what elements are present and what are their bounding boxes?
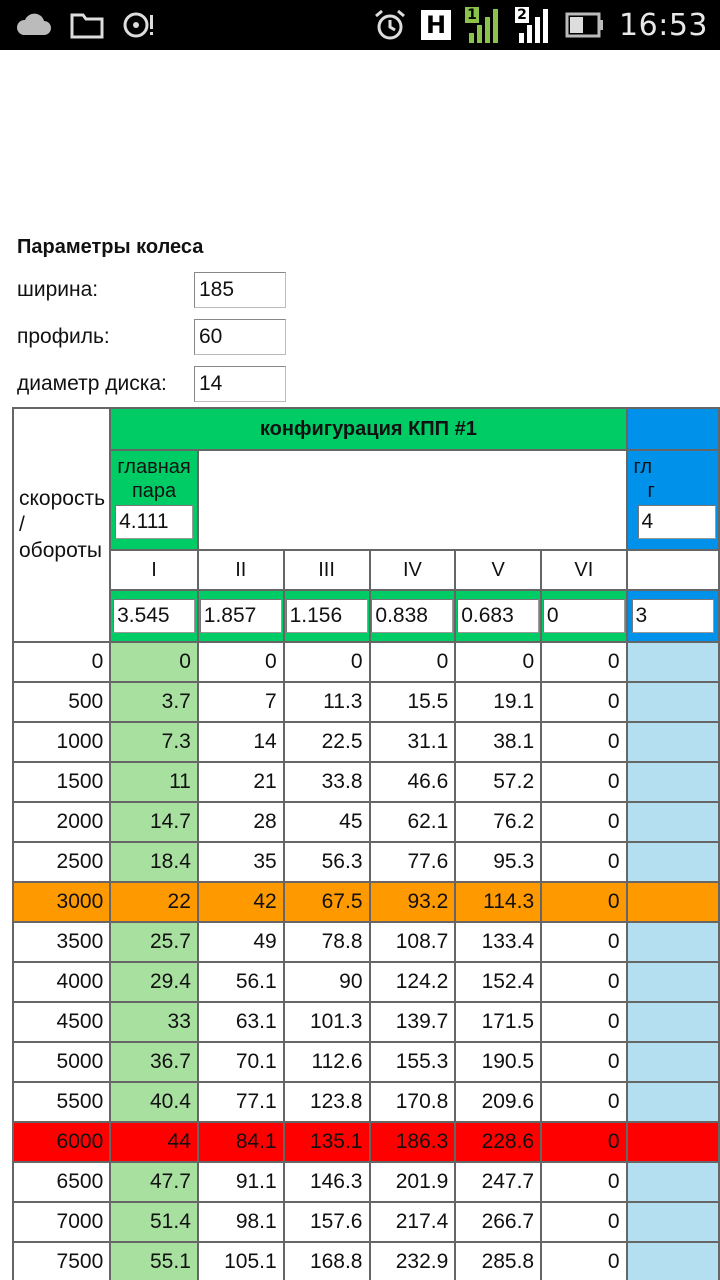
width-label: ширина: [17,278,99,301]
speed-cell-gear-5: 247.7 [456,1163,540,1201]
config1-blank [199,451,626,549]
speed-cell-gear-2: 63.1 [199,1003,283,1041]
speed-cell-gear-3: 22.5 [285,723,369,761]
gear-ratio-cell-6 [542,591,625,641]
table-row [14,763,718,801]
speed-cell-gear-3: 67.5 [285,883,369,921]
table-row [14,723,718,761]
speed-cell-gear-2: 35 [199,843,283,881]
speed-cell-gear-2: 21 [199,763,283,801]
rpm-cell: 1500 [14,763,109,801]
speed-cell-gear-3: 56.3 [285,843,369,881]
sim2-badge: 2 [515,7,529,23]
speed-cell-gear-3: 168.8 [285,1243,369,1280]
gear-ratio-cell-4 [371,591,455,641]
speed-cell-gear-6: 0 [542,963,625,1001]
speed-rpm-header: скорость / обороты [14,409,109,641]
table-row [14,683,718,721]
gear-ratio-input-4[interactable]: 0.838 [371,599,453,633]
config1-title: конфигурация КПП #1 [111,409,625,449]
config2-gear-label [628,551,718,589]
rpm-cell: 1000 [14,723,109,761]
speed-cell-gear-4: 201.9 [371,1163,455,1201]
gear-label-2: II [199,551,283,589]
speed-cell-gear-5: 133.4 [456,923,540,961]
speed-cell-gear-1: 33 [111,1003,197,1041]
rpm-cell: 4000 [14,963,109,1001]
gear-ratio-cell-1 [111,591,197,641]
speed-cell-gear-3: 101.3 [285,1003,369,1041]
speed-cell-gear-4: 15.5 [371,683,455,721]
speed-cell-gear-3: 112.6 [285,1043,369,1081]
clock: 16:53 [619,7,708,43]
config2-speed-cell [628,963,718,1001]
config2-ratio-input[interactable]: 3 [632,599,714,633]
speed-cell-gear-1: 22 [111,883,197,921]
speed-cell-gear-4: 232.9 [371,1243,455,1280]
rpm-cell: 3500 [14,923,109,961]
table-row [14,1203,718,1241]
config2-speed-cell [628,643,718,681]
speed-cell-gear-3: 78.8 [285,923,369,961]
gear-label-1: I [111,551,197,589]
table-row [14,963,718,1001]
wheel-params-title: Параметры колеса [17,236,204,258]
table-row [14,1123,718,1161]
gear-ratio-cell-5 [456,591,540,641]
speed-cell-gear-6: 0 [542,723,625,761]
speed-cell-gear-1: 14.7 [111,803,197,841]
speed-cell-gear-5: 0 [456,643,540,681]
table-row [14,1083,718,1121]
rpm-cell: 5000 [14,1043,109,1081]
speed-cell-gear-6: 0 [542,1043,625,1081]
speed-cell-gear-3: 90 [285,963,369,1001]
main-pair-input[interactable]: 4.111 [115,505,193,539]
config2-speed-cell [628,1003,718,1041]
speed-cell-gear-6: 0 [542,1203,625,1241]
speed-cell-gear-1: 51.4 [111,1203,197,1241]
speed-cell-gear-5: 76.2 [456,803,540,841]
config2-speed-cell [628,1123,718,1161]
rpm-cell: 4500 [14,1003,109,1041]
width-input[interactable]: 185 [194,272,286,308]
config2-speed-cell [628,763,718,801]
diameter-label: диаметр диска: [17,372,167,395]
table-row [14,923,718,961]
speed-cell-gear-6: 0 [542,683,625,721]
rpm-cell: 3000 [14,883,109,921]
speed-cell-gear-5: 95.3 [456,843,540,881]
speed-cell-gear-4: 108.7 [371,923,455,961]
speed-cell-gear-1: 7.3 [111,723,197,761]
speed-cell-gear-4: 170.8 [371,1083,455,1121]
profile-input[interactable]: 60 [194,319,286,355]
speed-cell-gear-1: 40.4 [111,1083,197,1121]
config2-title [628,409,718,449]
config2-speed-cell [628,1243,718,1280]
config2-main-pair-cell: гл г 4 [628,451,718,549]
rpm-cell: 6000 [14,1123,109,1161]
speed-cell-gear-1: 18.4 [111,843,197,881]
speed-cell-gear-6: 0 [542,763,625,801]
gear-ratio-cell-2 [199,591,283,641]
sim1-badge: 1 [465,7,479,23]
config2-speed-cell [628,883,718,921]
gear-label-4: IV [371,551,455,589]
speed-cell-gear-1: 44 [111,1123,197,1161]
speed-cell-gear-6: 0 [542,803,625,841]
speed-cell-gear-2: 14 [199,723,283,761]
speed-cell-gear-5: 152.4 [456,963,540,1001]
speed-cell-gear-2: 91.1 [199,1163,283,1201]
table-row [14,1243,718,1280]
config2-speed-cell [628,1083,718,1121]
speed-cell-gear-3: 0 [285,643,369,681]
speed-cell-gear-1: 11 [111,763,197,801]
speed-cell-gear-6: 0 [542,1243,625,1280]
table-row [14,1003,718,1041]
speed-cell-gear-3: 45 [285,803,369,841]
speed-cell-gear-5: 285.8 [456,1243,540,1280]
speed-cell-gear-2: 0 [199,643,283,681]
table-row [14,883,718,921]
config2-ratio-cell [628,591,718,641]
table-row [14,843,718,881]
speed-cell-gear-2: 7 [199,683,283,721]
speed-cell-gear-4: 62.1 [371,803,455,841]
speed-cell-gear-4: 31.1 [371,723,455,761]
speed-cell-gear-2: 56.1 [199,963,283,1001]
diameter-input[interactable]: 14 [194,366,286,402]
speed-cell-gear-3: 11.3 [285,683,369,721]
rpm-cell: 6500 [14,1163,109,1201]
rpm-cell: 2000 [14,803,109,841]
config2-main-pair-input[interactable]: 4 [638,505,716,539]
profile-label: профиль: [17,325,110,348]
speed-cell-gear-5: 190.5 [456,1043,540,1081]
gear-ratio-input-2[interactable]: 1.857 [200,599,282,633]
gear-ratio-input-6[interactable]: 0 [543,599,625,633]
speed-cell-gear-4: 93.2 [371,883,455,921]
config2-speed-cell [628,923,718,961]
speed-cell-gear-4: 77.6 [371,843,455,881]
speed-cell-gear-6: 0 [542,1083,625,1121]
config2-speed-cell [628,803,718,841]
rpm-cell: 5500 [14,1083,109,1121]
config2-speed-cell [628,1203,718,1241]
speed-cell-gear-6: 0 [542,1163,625,1201]
speed-cell-gear-3: 157.6 [285,1203,369,1241]
speed-table [12,407,720,1280]
rpm-cell: 7000 [14,1203,109,1241]
config2-speed-cell [628,683,718,721]
speed-cell-gear-5: 57.2 [456,763,540,801]
speed-cell-gear-2: 28 [199,803,283,841]
speed-cell-gear-4: 139.7 [371,1003,455,1041]
table-row [14,803,718,841]
gear-ratio-input-5[interactable]: 0.683 [457,599,539,633]
gear-ratio-cell-3 [285,591,369,641]
speed-cell-gear-4: 155.3 [371,1043,455,1081]
speed-cell-gear-5: 38.1 [456,723,540,761]
speed-cell-gear-1: 29.4 [111,963,197,1001]
speed-cell-gear-1: 25.7 [111,923,197,961]
speed-cell-gear-5: 171.5 [456,1003,540,1041]
table-row [14,1043,718,1081]
speed-cell-gear-6: 0 [542,923,625,961]
speed-cell-gear-2: 84.1 [199,1123,283,1161]
speed-cell-gear-6: 0 [542,843,625,881]
speed-cell-gear-5: 209.6 [456,1083,540,1121]
speed-cell-gear-1: 0 [111,643,197,681]
speed-cell-gear-5: 114.3 [456,883,540,921]
speed-cell-gear-4: 46.6 [371,763,455,801]
gear-label-3: III [285,551,369,589]
speed-cell-gear-1: 3.7 [111,683,197,721]
config2-speed-cell [628,1163,718,1201]
speed-cell-gear-1: 36.7 [111,1043,197,1081]
table-row [14,1163,718,1201]
speed-cell-gear-3: 146.3 [285,1163,369,1201]
speed-cell-gear-4: 186.3 [371,1123,455,1161]
speed-cell-gear-5: 228.6 [456,1123,540,1161]
gear-ratio-input-3[interactable]: 1.156 [286,599,368,633]
speed-cell-gear-5: 266.7 [456,1203,540,1241]
speed-cell-gear-1: 47.7 [111,1163,197,1201]
speed-cell-gear-6: 0 [542,1003,625,1041]
table-row [14,643,718,681]
speed-cell-gear-6: 0 [542,1123,625,1161]
speed-cell-gear-2: 105.1 [199,1243,283,1280]
speed-cell-gear-5: 19.1 [456,683,540,721]
config2-speed-cell [628,723,718,761]
speed-cell-gear-2: 98.1 [199,1203,283,1241]
speed-cell-gear-3: 135.1 [285,1123,369,1161]
rpm-cell: 7500 [14,1243,109,1280]
rpm-cell: 500 [14,683,109,721]
speed-cell-gear-6: 0 [542,883,625,921]
main-pair-cell: главная пара 4.111 [111,451,197,549]
speed-cell-gear-3: 33.8 [285,763,369,801]
gear-label-6: VI [542,551,625,589]
speed-cell-gear-3: 123.8 [285,1083,369,1121]
speed-cell-gear-4: 124.2 [371,963,455,1001]
rpm-cell: 0 [14,643,109,681]
speed-cell-gear-2: 49 [199,923,283,961]
speed-cell-gear-1: 55.1 [111,1243,197,1280]
rpm-cell: 2500 [14,843,109,881]
speed-cell-gear-4: 217.4 [371,1203,455,1241]
speed-cell-gear-2: 77.1 [199,1083,283,1121]
config2-speed-cell [628,843,718,881]
speed-cell-gear-2: 42 [199,883,283,921]
speed-cell-gear-4: 0 [371,643,455,681]
speed-cell-gear-6: 0 [542,643,625,681]
gear-label-5: V [456,551,540,589]
config2-speed-cell [628,1043,718,1081]
network-type-badge: H [421,10,451,40]
gear-ratio-input-1[interactable]: 3.545 [113,599,195,633]
speed-cell-gear-2: 70.1 [199,1043,283,1081]
